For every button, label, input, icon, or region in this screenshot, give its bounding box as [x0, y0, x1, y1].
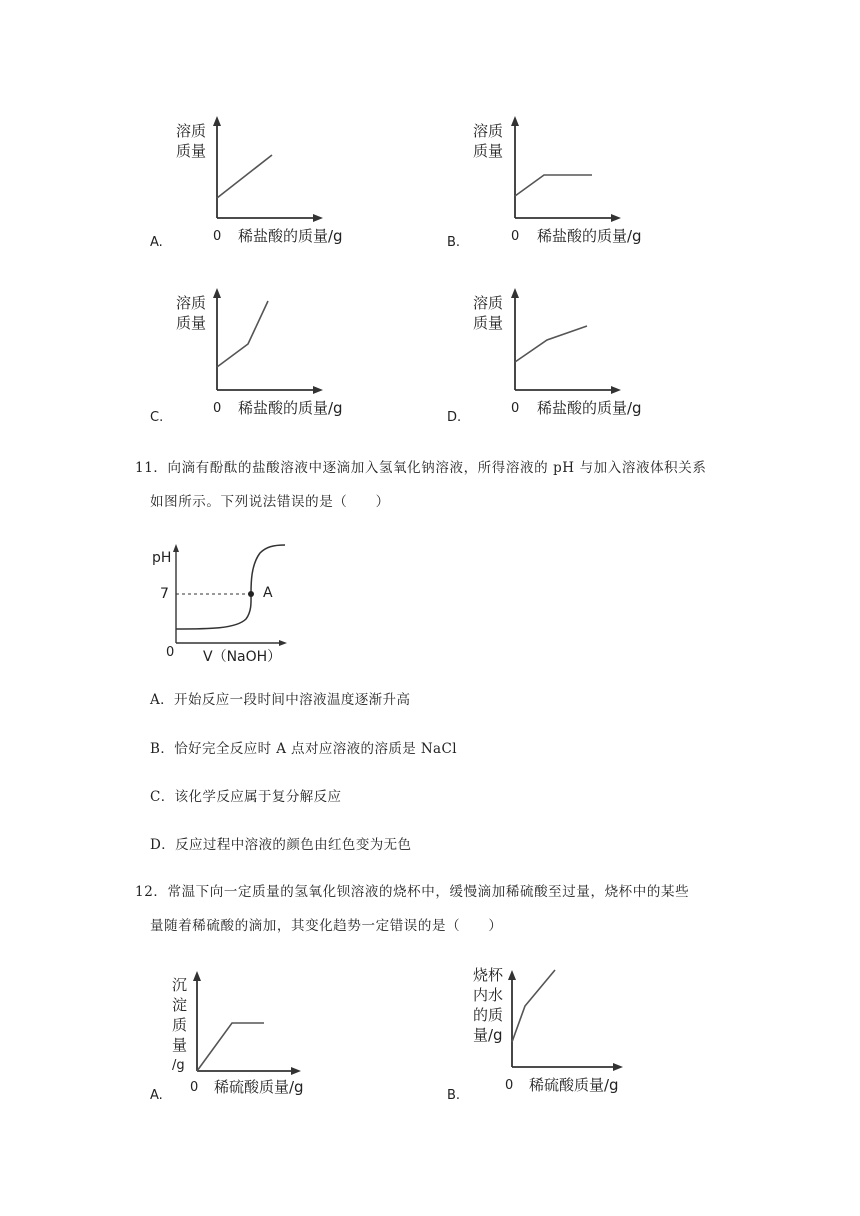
q12-stem-line2: 量随着稀硫酸的滴加，其变化趋势一定错误的是（ ）	[150, 918, 503, 934]
point-a-label: A	[263, 585, 273, 601]
ylabel-line4: 量/g	[473, 1026, 503, 1044]
q10-graph-d-svg	[447, 282, 657, 432]
q11-stem-line2: 如图所示。下列说法错误的是（ ）	[150, 494, 390, 510]
ylabel-char1: 沉	[172, 976, 188, 994]
origin-label: 0	[166, 645, 175, 660]
q10-graph-d	[447, 282, 657, 432]
q12-stem-line1: 12．常温下向一定质量的氢氧化钡溶液的烧杯中，缓慢滴加稀硫酸至过量，烧杯中的某些	[135, 884, 690, 900]
ylabel-char4: 量	[172, 1036, 188, 1054]
option-letter: C.	[150, 410, 164, 425]
origin-label: 0	[190, 1080, 199, 1095]
q10-graph-a	[150, 110, 350, 260]
x-axis-arrow	[613, 1063, 623, 1071]
y-axis-arrow	[213, 288, 221, 298]
xlabel: 稀盐酸的质量/g	[537, 399, 642, 417]
ylabel-line1: 溶质	[473, 294, 504, 312]
xlabel: 稀硫酸质量/g	[214, 1078, 304, 1096]
q11-ph-graph	[148, 535, 308, 670]
q10-graph-b	[447, 110, 657, 260]
q10-graph-c-svg	[150, 282, 350, 432]
option-letter: B.	[447, 235, 461, 250]
curve	[217, 301, 268, 367]
option-letter: B.	[447, 1088, 461, 1103]
x-axis-arrow	[279, 640, 287, 646]
q12-graph-a	[150, 965, 350, 1105]
q10-graph-b-svg	[447, 110, 657, 260]
y-axis-arrow	[511, 288, 519, 298]
y-axis-arrow	[511, 116, 519, 126]
origin-label: 0	[213, 229, 222, 244]
ylabel-char3: 质	[172, 1016, 188, 1034]
xlabel: 稀盐酸的质量/g	[238, 227, 343, 245]
q11-stem-line1: 11．向滴有酚酞的盐酸溶液中逐滴加入氢氧化钠溶液，所得溶液的 pH 与加入溶液体积关系	[135, 460, 707, 476]
origin-label: 0	[505, 1078, 514, 1093]
curve	[197, 1023, 264, 1071]
curve	[217, 155, 272, 198]
origin-label: 0	[511, 401, 520, 416]
q12-graph-a-svg	[150, 965, 350, 1105]
ph-axis-label: pH	[152, 550, 172, 566]
x-axis-arrow	[611, 386, 621, 394]
q11-option-b: B．恰好完全反应时 A 点对应溶液的溶质是 NaCl	[150, 741, 457, 757]
option-letter: D.	[447, 410, 462, 425]
x-axis-arrow	[313, 386, 323, 394]
origin-label: 0	[213, 401, 222, 416]
y-axis-arrow	[173, 544, 179, 552]
ph-7-tick: 7	[160, 586, 169, 602]
curve	[515, 326, 587, 362]
q11-option-d: D．反应过程中溶液的颜色由红色变为无色	[150, 837, 412, 853]
ylabel-line2: 内水	[473, 986, 504, 1004]
origin-label: 0	[511, 229, 520, 244]
q10-graph-c	[150, 282, 350, 432]
ylabel-line1: 溶质	[176, 122, 207, 140]
ylabel-line2: 质量	[473, 142, 504, 160]
curve	[512, 970, 555, 1042]
q12-graph-b	[447, 962, 657, 1102]
x-axis-arrow	[313, 214, 323, 222]
q11-option-c: C．该化学反应属于复分解反应	[150, 789, 342, 805]
y-axis-arrow	[213, 116, 221, 126]
option-letter: A.	[150, 1088, 163, 1103]
q11-option-a: A．开始反应一段时间中溶液温度逐渐升高	[150, 692, 411, 708]
y-axis-arrow	[508, 970, 516, 980]
q12-graph-b-svg	[447, 962, 657, 1102]
point-a	[248, 591, 254, 597]
q10-graph-a-svg	[150, 110, 350, 260]
ylabel-line1: 烧杯	[473, 966, 504, 984]
ylabel-line1: 溶质	[176, 294, 207, 312]
xlabel: 稀盐酸的质量/g	[238, 399, 343, 417]
ylabel-line2: 质量	[176, 314, 207, 332]
ylabel-line3: 的质	[473, 1006, 504, 1024]
x-axis-arrow	[611, 214, 621, 222]
x-axis-arrow	[291, 1067, 301, 1075]
q11-ph-graph-svg	[148, 535, 308, 670]
y-axis-arrow	[193, 971, 201, 981]
curve	[515, 175, 592, 196]
xlabel: 稀硫酸质量/g	[529, 1076, 619, 1094]
ylabel-char5: /g	[172, 1058, 185, 1073]
ylabel-line1: 溶质	[473, 122, 504, 140]
ylabel-line2: 质量	[176, 142, 207, 160]
xlabel: 稀盐酸的质量/g	[537, 227, 642, 245]
xlabel: V（NaOH）	[203, 649, 282, 665]
ylabel-line2: 质量	[473, 314, 504, 332]
ylabel-char2: 淀	[172, 996, 188, 1014]
option-letter: A.	[150, 235, 163, 250]
